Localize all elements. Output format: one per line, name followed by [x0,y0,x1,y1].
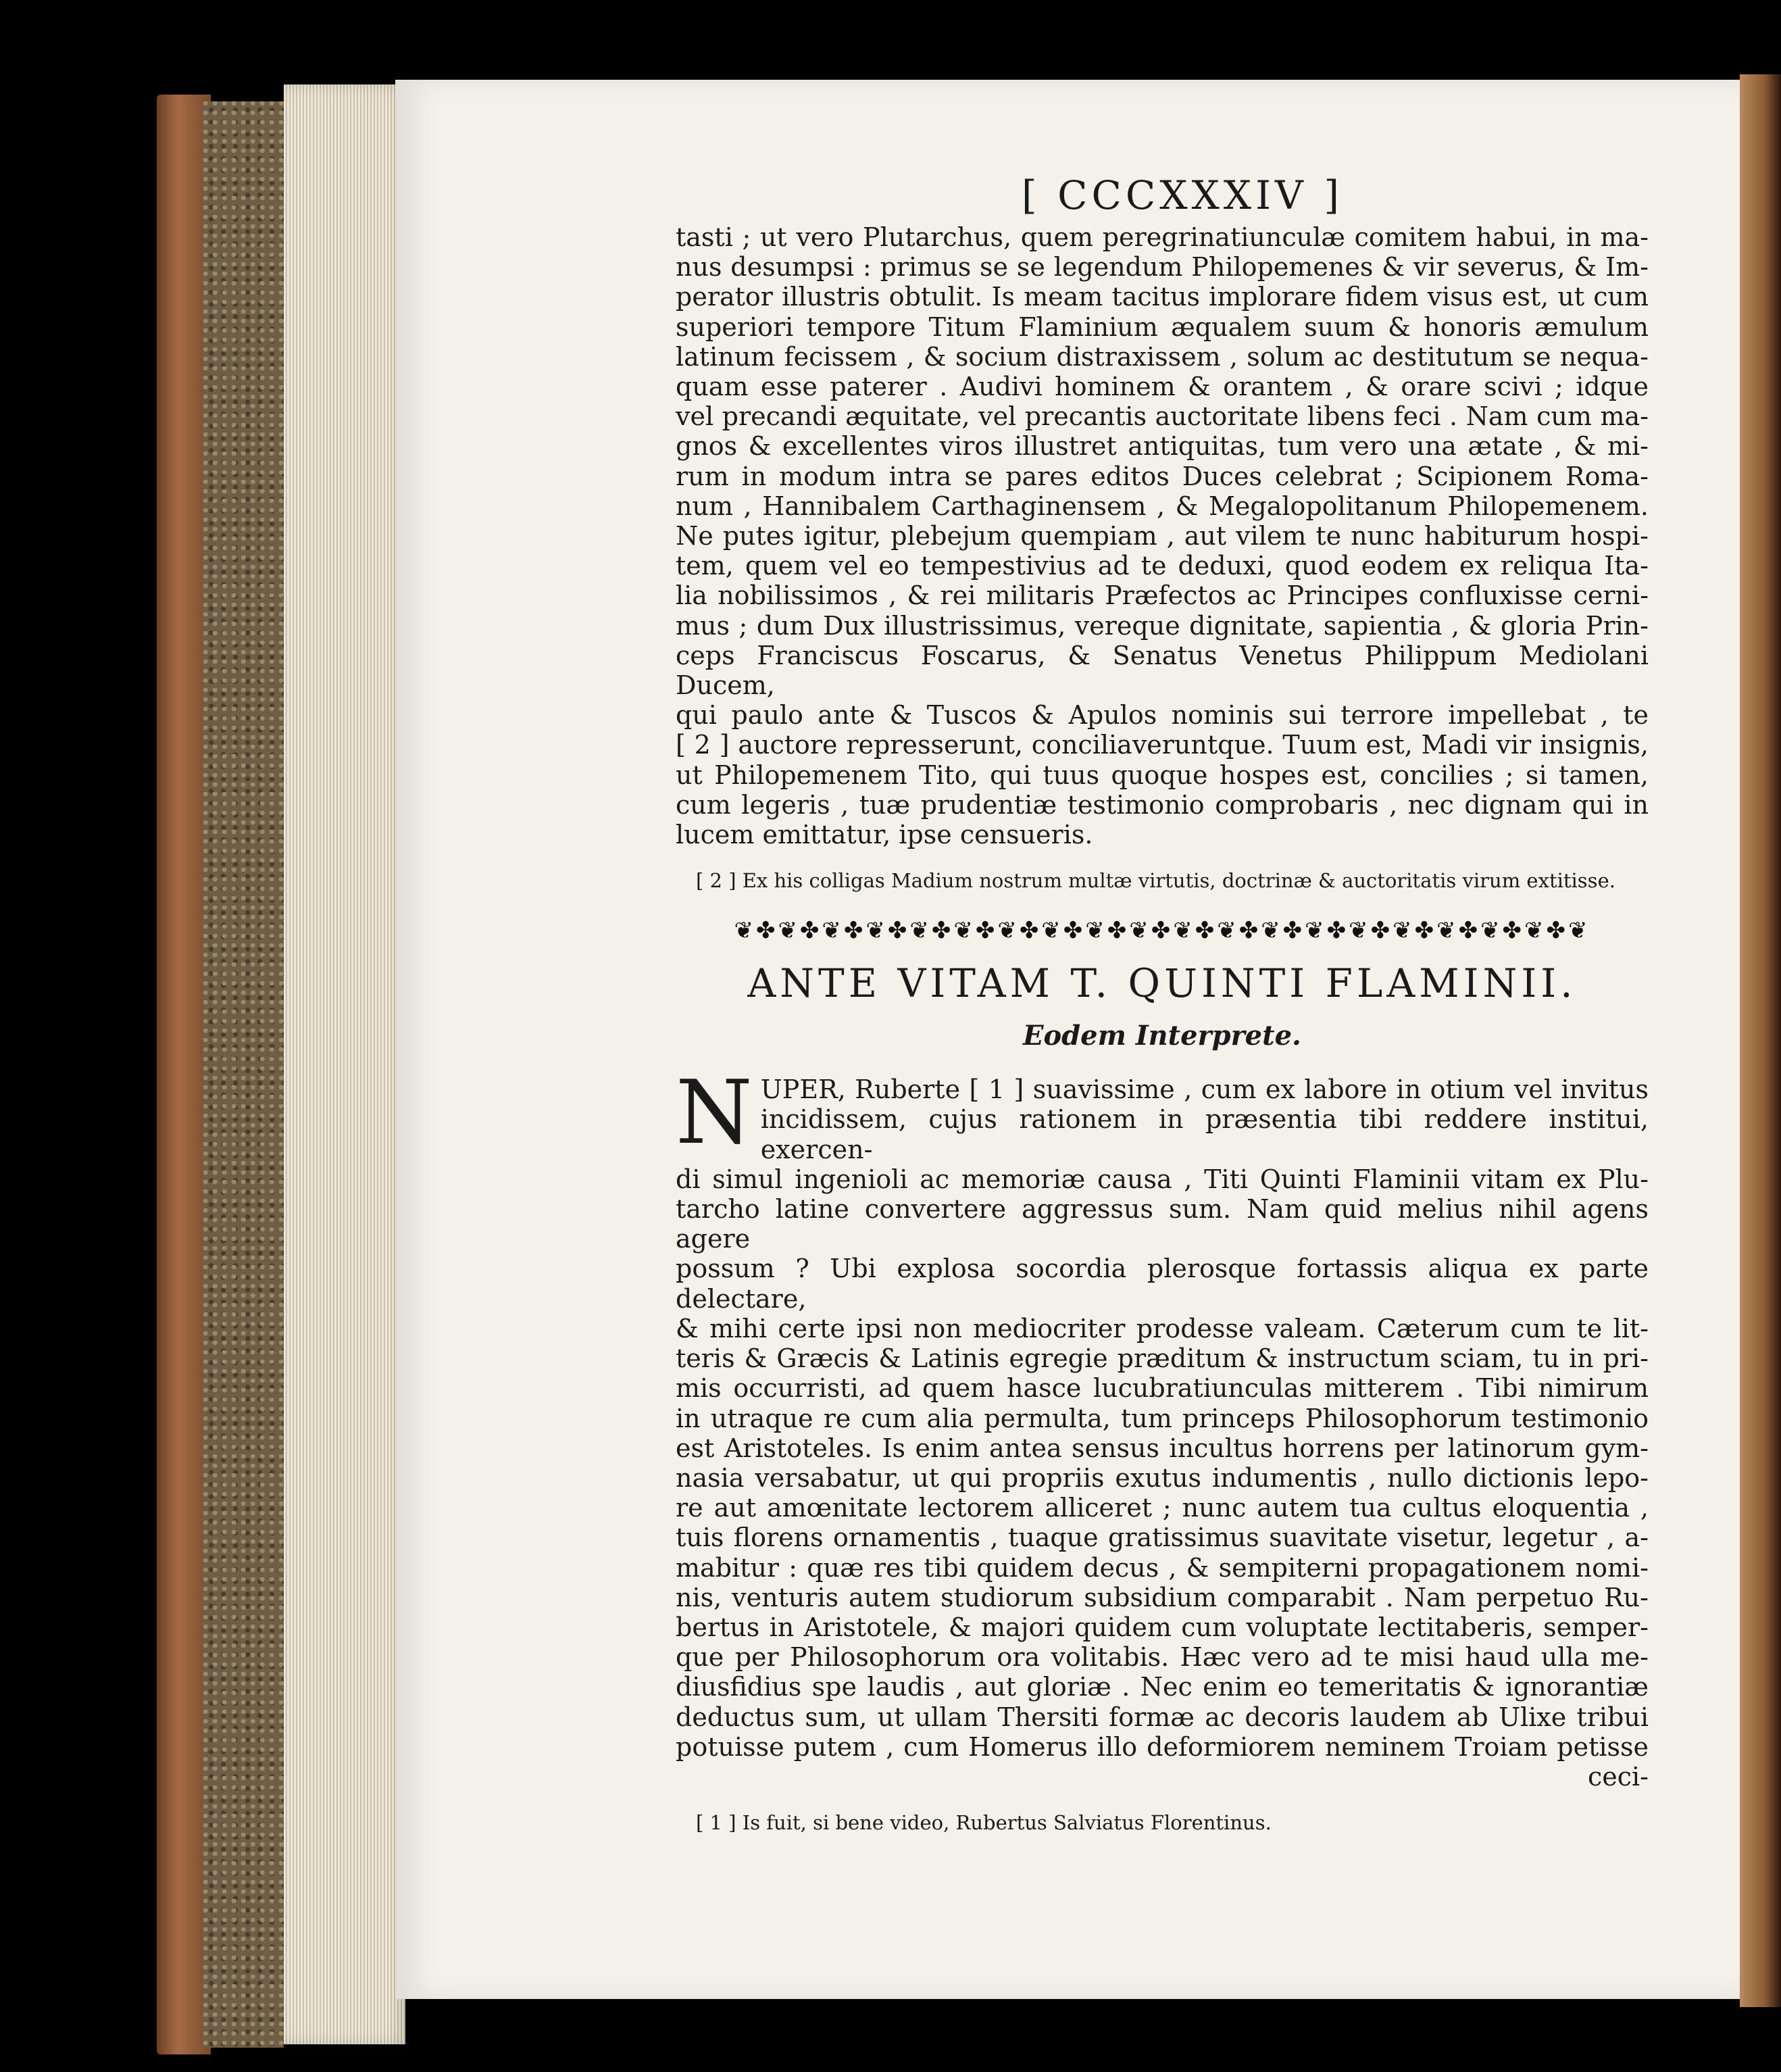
text-line: [ 2 ] auctore represserunt, conciliaveruntque. Tuum est, Madi vir insignis, [676,730,1649,760]
text-line: Ne putes igitur, plebejum quempiam , aut vilem te nunc habiturum hospi- [676,521,1649,551]
running-head: [ CCCXXXIV ] [1022,172,1343,218]
text-line: rum in modum intra se pares editos Duces celebrat ; Scipionem Roma- [676,461,1649,491]
text-line: re aut amœnitate lectorem alliceret ; nunc autem tua cultus eloquentia , [676,1493,1649,1523]
text-line: lucem emittatur, ipse censueris. [676,820,1093,850]
text-line: latinum fecissem , & socium distraxissem , solum ac destitutum se nequa- [676,341,1649,372]
catchword: ceci- [1587,1761,1649,1792]
text-line: cum legeris , tuæ prudentiæ testimonio comprobaris , nec dignam qui in [676,789,1649,820]
page-text [676,172,1649,1835]
text-line: qui paulo ante & Tuscos & Apulos nominis sui terrore impellebat , te [676,700,1649,731]
text-line: tasti ; ut vero Plutarchus, quem peregrinatiunculæ comitem habui, in ma- [676,222,1649,252]
text-line: mabitur : quæ res tibi quidem decus , & sempiterni propagationem nomi- [676,1552,1649,1583]
text-line: deductus sum, ut ullam Thersiti formæ ac decoris laudem ab Ulixe tribui [676,1702,1649,1732]
text-line: di simul ingenioli ac memoriæ causa , Titi Quinti Flaminii vitam ex Plu- [676,1164,1649,1194]
marbled-endpaper [203,101,284,2048]
text-line: nis, venturis autem studiorum subsidium comparabit . Nam perpetuo Ru- [676,1582,1649,1612]
section-subtitle: Eodem Interprete. [1023,1020,1301,1052]
text-line: ceps Franciscus Foscarus, & Senatus Venetus Philippum Mediolani Ducem, [676,640,1649,701]
section-title: ANTE VITAM T. QUINTI FLAMINII. [747,960,1577,1007]
paragraph-2 [676,1061,1649,1762]
text-line: incidissem, cujus rationem in præsentia tibi reddere institui, exercen- [760,1104,1649,1164]
text-line: possum ? Ubi explosa socordia plerosque fortassis aliqua ex parte delectare, [676,1254,1649,1314]
text-line: UPER, Ruberte [ 1 ] suavissime , cum ex labore in otium vel invitus [760,1075,1649,1105]
text-line: lia nobilissimos , & rei militaris Præfectos ac Principes confluxisse cerni- [676,581,1649,611]
text-line: nasia versabatur, ut qui propriis exutus indumentis , nullo dictionis lepo- [676,1462,1649,1493]
text-line: tarcho latine convertere aggressus sum. Nam quid melius nihil agens agere [676,1194,1649,1254]
text-line: tuis florens ornamentis , tuaque gratissimus suavitate visetur, legetur , a- [676,1523,1649,1553]
text-line: quam esse paterer . Audivi hominem & orantem , & orare scivi ; idque [676,372,1649,402]
text-line: est Aristoteles. Is enim antea sensus incultus horrens per latinorum gym- [676,1433,1649,1463]
page-edges [284,84,405,2044]
text-line: in utraque re cum alia permulta, tum princeps Philosophorum testimonio [676,1403,1649,1433]
text-line: bertus in Aristotele, & majori quidem cum voluptate lectitaberis, semper- [676,1612,1649,1642]
text-line: & mihi certe ipsi non mediocriter prodesse valeam. Cæterum cum te lit- [676,1313,1649,1343]
text-line: mis occurristi, ad quem hasce lucubratiunculas mitterem . Tibi nimirum [676,1373,1649,1404]
text-line: superiori tempore Titum Flaminium æqualem suum & honoris æmulum [676,312,1649,342]
text-line: num , Hannibalem Carthaginensem , & Megalopolitanum Philopemenem. [676,491,1649,521]
text-line: nus desumpsi : primus se se legendum Philopemenes & vir severus, & Im- [676,252,1649,282]
ornament-divider: ❦✤❦✤❦✤❦✤❦✤❦✤❦✤❦✤❦✤❦✤❦✤❦✤❦✤❦✤❦✤❦✤❦✤❦✤❦✤❦ [734,917,1590,941]
text-line: vel precandi æquitate, vel precantis auctoritate libens feci . Nam cum ma- [676,401,1649,432]
text-line: gnos & excellentes viros illustret antiquitas, tum vero una ætate , & mi- [676,431,1649,462]
text-line: diusfidius spe laudis , aut gloriæ . Nec enim eo temeritatis & ignorantiæ [676,1672,1649,1702]
footnote-1: [ 1 ] Is fuit, si bene video, Rubertus Salviatus Florentinus. [696,1810,1272,1834]
footnote-2: [ 2 ] Ex his colligas Madium nostrum multæ virtutis, doctrinæ & auctoritatis virum extitisse. [696,869,1615,893]
text-line: perator illustris obtulit. Is meam tacitus implorare fidem visus est, ut cum [676,282,1649,312]
text-line: tem, quem vel eo tempestivius ad te deduxi, quod eodem ex reliqua Ita- [676,551,1649,581]
text-line: mus ; dum Dux illustrissimus, vereque dignitate, sapientia , & gloria Prin- [676,610,1649,641]
book-cover-right [1740,74,1781,2007]
text-line: ut Philopemenem Tito, qui tuus quoque hospes est, concilies ; si tamen, [676,760,1649,790]
text-line: que per Philosophorum ora volitabis. Hæc vero ad te misi haud ulla me- [676,1642,1649,1673]
drop-cap: N [676,1061,753,1164]
paragraph-1 [676,222,1649,849]
text-line: potuisse putem , cum Homerus illo deformiorem neminem Troiam petisse [676,1731,1649,1762]
text-line: teris & Græcis & Latinis egregie præditum & instructum sciam, tu in pri- [676,1343,1649,1374]
